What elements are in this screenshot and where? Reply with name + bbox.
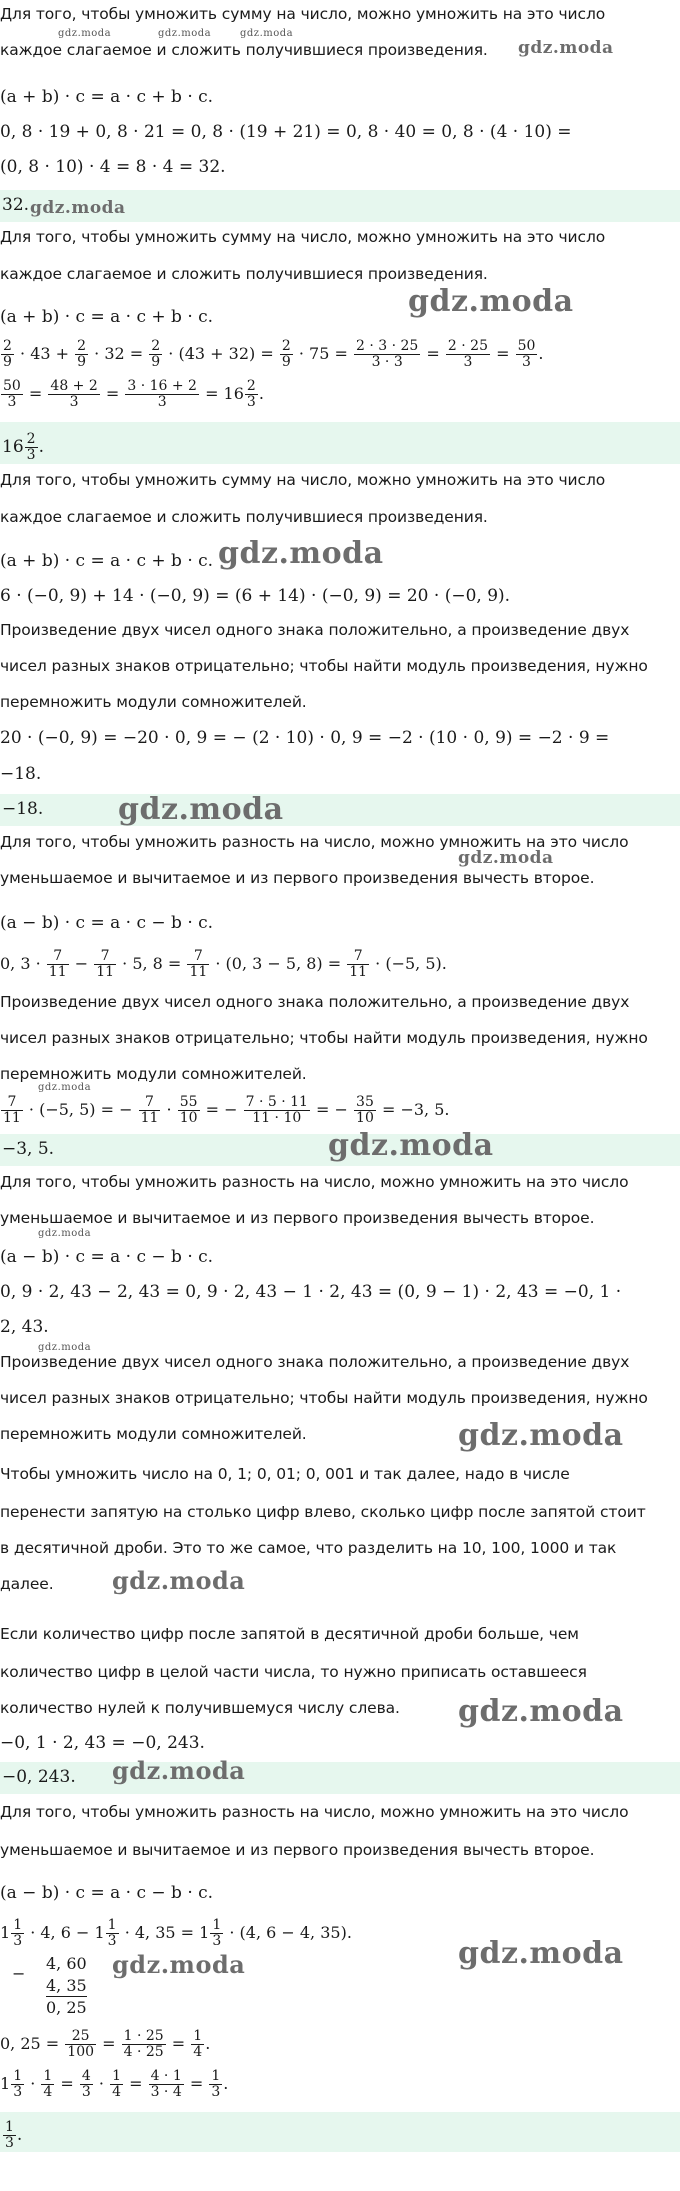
equation-line: 6 · (−0, 9) + 14 · (−0, 9) = (6 + 14) · (−0, 9) = 20 · (−0, 9).	[0, 586, 511, 606]
decimal-rule-text: перенести запятую на столько цифр влево, сколько цифр после запятой стоит	[0, 1503, 646, 1521]
answer: 32.	[2, 195, 30, 215]
column-operand: 4, 35	[46, 1976, 87, 1995]
rule-text: каждое слагаемое и сложить получившиеся произведения.	[0, 41, 488, 59]
equation-line: 20 · (−0, 9) = −20 · 0, 9 = − (2 · 10) · 0, 9 = −2 · (10 · 0, 9) = −2 · 9 =	[0, 728, 610, 748]
watermark: gdz.moda	[112, 1950, 246, 1979]
rule-text: Для того, чтобы умножить разность на число, можно умножить на это число	[0, 1173, 629, 1191]
sign-rule-text: перемножить модули сомножителей.	[0, 1425, 307, 1443]
answer: −3, 5.	[2, 1139, 55, 1159]
equation-line: 0, 3 · $\frac{7}{11}$ − $\frac{7}{11}$ · 5, 8 = $\frac{7}{11}$ · (0, 3 − 5, 8) = $\frac{7}{11}$ · (−5, 5).	[0, 948, 447, 980]
sign-rule-text: Произведение двух чисел одного знака положительно, а произведение двух	[0, 1353, 630, 1371]
equation-line: −0, 1 · 2, 43 = −0, 243.	[0, 1733, 205, 1753]
equation-line: $\frac{7}{11}$ · (−5, 5) = − $\frac{7}{11}$ · $\frac{55}{10}$ = − $\frac{7 \cdot 5 \cdot 11}{11 \cdot 10}$ = − $\frac{35}{10}$ = −3, 5.	[3, 1094, 450, 1126]
sign-rule-text: Произведение двух чисел одного знака положительно, а произведение двух	[0, 993, 630, 1011]
rule-text: Для того, чтобы умножить сумму на число, можно умножить на это число	[0, 228, 606, 246]
watermark: gdz.moda	[118, 792, 284, 827]
equation-line: $\frac{2}{9}$ · 43 + $\frac{2}{9}$ · 32 = $\frac{2}{9}$ · (43 + 32) = $\frac{2}{9}$ · 75 = $\frac{2 \cdot 3 \cdot 25}{3 \cdot 3}$ = $\frac{2 \cdot 25}{3}$ = $\frac{50}{3}$ .	[3, 338, 544, 370]
decimal-rule-text: Чтобы умножить число на 0, 1; 0, 01; 0, 001 и так далее, надо в числе	[0, 1465, 570, 1483]
answer: $\frac{1}{3}$ .	[5, 2119, 23, 2151]
watermark: gdz.moda	[518, 38, 614, 58]
sign-rule-text: чисел разных знаков отрицательно; чтобы найти модуль произведения, нужно	[0, 1389, 648, 1407]
formula: (a + b) · c = a · c + b · c.	[0, 87, 214, 107]
watermark: gdz.moda	[240, 28, 294, 39]
decimal-rule-text: количество цифр в целой части числа, то нужно приписать оставшееся	[0, 1663, 587, 1681]
rule-text: каждое слагаемое и сложить получившиеся произведения.	[0, 265, 488, 283]
equation-line: 0, 25 = $\frac{25}{100}$ = $\frac{1 \cdot 25}{4 \cdot 25}$ = $\frac{1}{4}$ .	[0, 2028, 211, 2060]
decimal-rule-text: количество нулей к получившемуся числу слева.	[0, 1699, 400, 1717]
watermark: gdz.moda	[30, 198, 126, 218]
formula: (a − b) · c = a · c − b · c.	[0, 913, 214, 933]
watermark: gdz.moda	[458, 1694, 624, 1729]
equation-line: 0, 8 · 19 + 0, 8 · 21 = 0, 8 · (19 + 21) = 0, 8 · 40 = 0, 8 · (4 · 10) =	[0, 122, 572, 142]
rule-text: каждое слагаемое и сложить получившиеся произведения.	[0, 508, 488, 526]
answer-band	[0, 422, 680, 464]
sign-rule-text: перемножить модули сомножителей.	[0, 693, 307, 711]
column-result: 0, 25	[46, 1998, 87, 2017]
equation-line: 0, 9 · 2, 43 − 2, 43 = 0, 9 · 2, 43 − 1 · 2, 43 = (0, 9 − 1) · 2, 43 = −0, 1 ·	[0, 1282, 622, 1302]
decimal-rule-text: в десятичной дроби. Это то же самое, что разделить на 10, 100, 1000 и так	[0, 1539, 617, 1557]
rule-text: Для того, чтобы умножить разность на число, можно умножить на это число	[0, 833, 629, 851]
column-operand: 4, 60	[46, 1954, 87, 1973]
answer: 16 $\frac{2}{3}$ .	[2, 431, 44, 463]
watermark: gdz.moda	[218, 536, 384, 571]
answer: −0, 243.	[2, 1767, 76, 1787]
decimal-rule-text: Если количество цифр после запятой в десятичной дроби больше, чем	[0, 1625, 579, 1643]
formula: (a − b) · c = a · c − b · c.	[0, 1247, 214, 1267]
watermark: gdz.moda	[38, 1228, 92, 1239]
watermark: gdz.moda	[38, 1342, 92, 1353]
watermark: gdz.moda	[58, 28, 112, 39]
equation-line: $\frac{50}{3}$ = $\frac{48 + 2}{3}$ = $\frac{3 \cdot 16 + 2}{3}$ = 16 $\frac{2}{3}$ .	[3, 378, 264, 410]
equation-line: 2, 43.	[0, 1317, 49, 1337]
watermark: gdz.moda	[112, 1756, 246, 1785]
watermark: gdz.moda	[328, 1128, 494, 1163]
rule-text: уменьшаемое и вычитаемое и из первого произведения вычесть второе.	[0, 1209, 595, 1227]
equation-line: 1 $\frac{1}{3}$ · 4, 6 − 1 $\frac{1}{3}$ · 4, 35 = 1 $\frac{1}{3}$ · (4, 6 − 4, 35).	[0, 1917, 352, 1949]
answer-band	[0, 1762, 680, 1794]
equation-line: (0, 8 · 10) · 4 = 8 · 4 = 32.	[0, 157, 226, 177]
sign-rule-text: Произведение двух чисел одного знака положительно, а произведение двух	[0, 621, 630, 639]
equation-line: −18.	[0, 764, 42, 784]
decimal-rule-text: далее.	[0, 1575, 54, 1593]
answer-band	[0, 794, 680, 826]
rule-text: Для того, чтобы умножить разность на число, можно умножить на это число	[0, 1803, 629, 1821]
answer-band	[0, 2112, 680, 2152]
column-minus: −	[12, 1964, 26, 1983]
watermark: gdz.moda	[158, 28, 212, 39]
formula: (a + b) · c = a · c + b · c.	[0, 551, 214, 571]
watermark: gdz.moda	[112, 1566, 246, 1595]
watermark: gdz.moda	[458, 1418, 624, 1453]
sign-rule-text: чисел разных знаков отрицательно; чтобы найти модуль произведения, нужно	[0, 657, 648, 675]
watermark: gdz.moda	[408, 284, 574, 319]
equation-line: 1 $\frac{1}{3}$ · $\frac{1}{4}$ = $\frac{4}{3}$ · $\frac{1}{4}$ = $\frac{4 \cdot 1}{3 \cdot 4}$ = $\frac{1}{3}$ .	[0, 2068, 229, 2100]
sign-rule-text: чисел разных знаков отрицательно; чтобы найти модуль произведения, нужно	[0, 1029, 648, 1047]
watermark: gdz.moda	[458, 848, 554, 868]
rule-text: Для того, чтобы умножить сумму на число, можно умножить на это число	[0, 471, 606, 489]
sign-rule-text: перемножить модули сомножителей.	[0, 1065, 307, 1083]
rule-text: Для того, чтобы умножить сумму на число, можно умножить на это число	[0, 5, 606, 23]
rule-text: уменьшаемое и вычитаемое и из первого произведения вычесть второе.	[0, 1841, 595, 1859]
formula: (a − b) · c = a · c − b · c.	[0, 1883, 214, 1903]
rule-text: уменьшаемое и вычитаемое и из первого произведения вычесть второе.	[0, 869, 595, 887]
formula: (a + b) · c = a · c + b · c.	[0, 307, 214, 327]
answer: −18.	[2, 799, 44, 819]
watermark: gdz.moda	[38, 1082, 92, 1093]
watermark: gdz.moda	[458, 1936, 624, 1971]
